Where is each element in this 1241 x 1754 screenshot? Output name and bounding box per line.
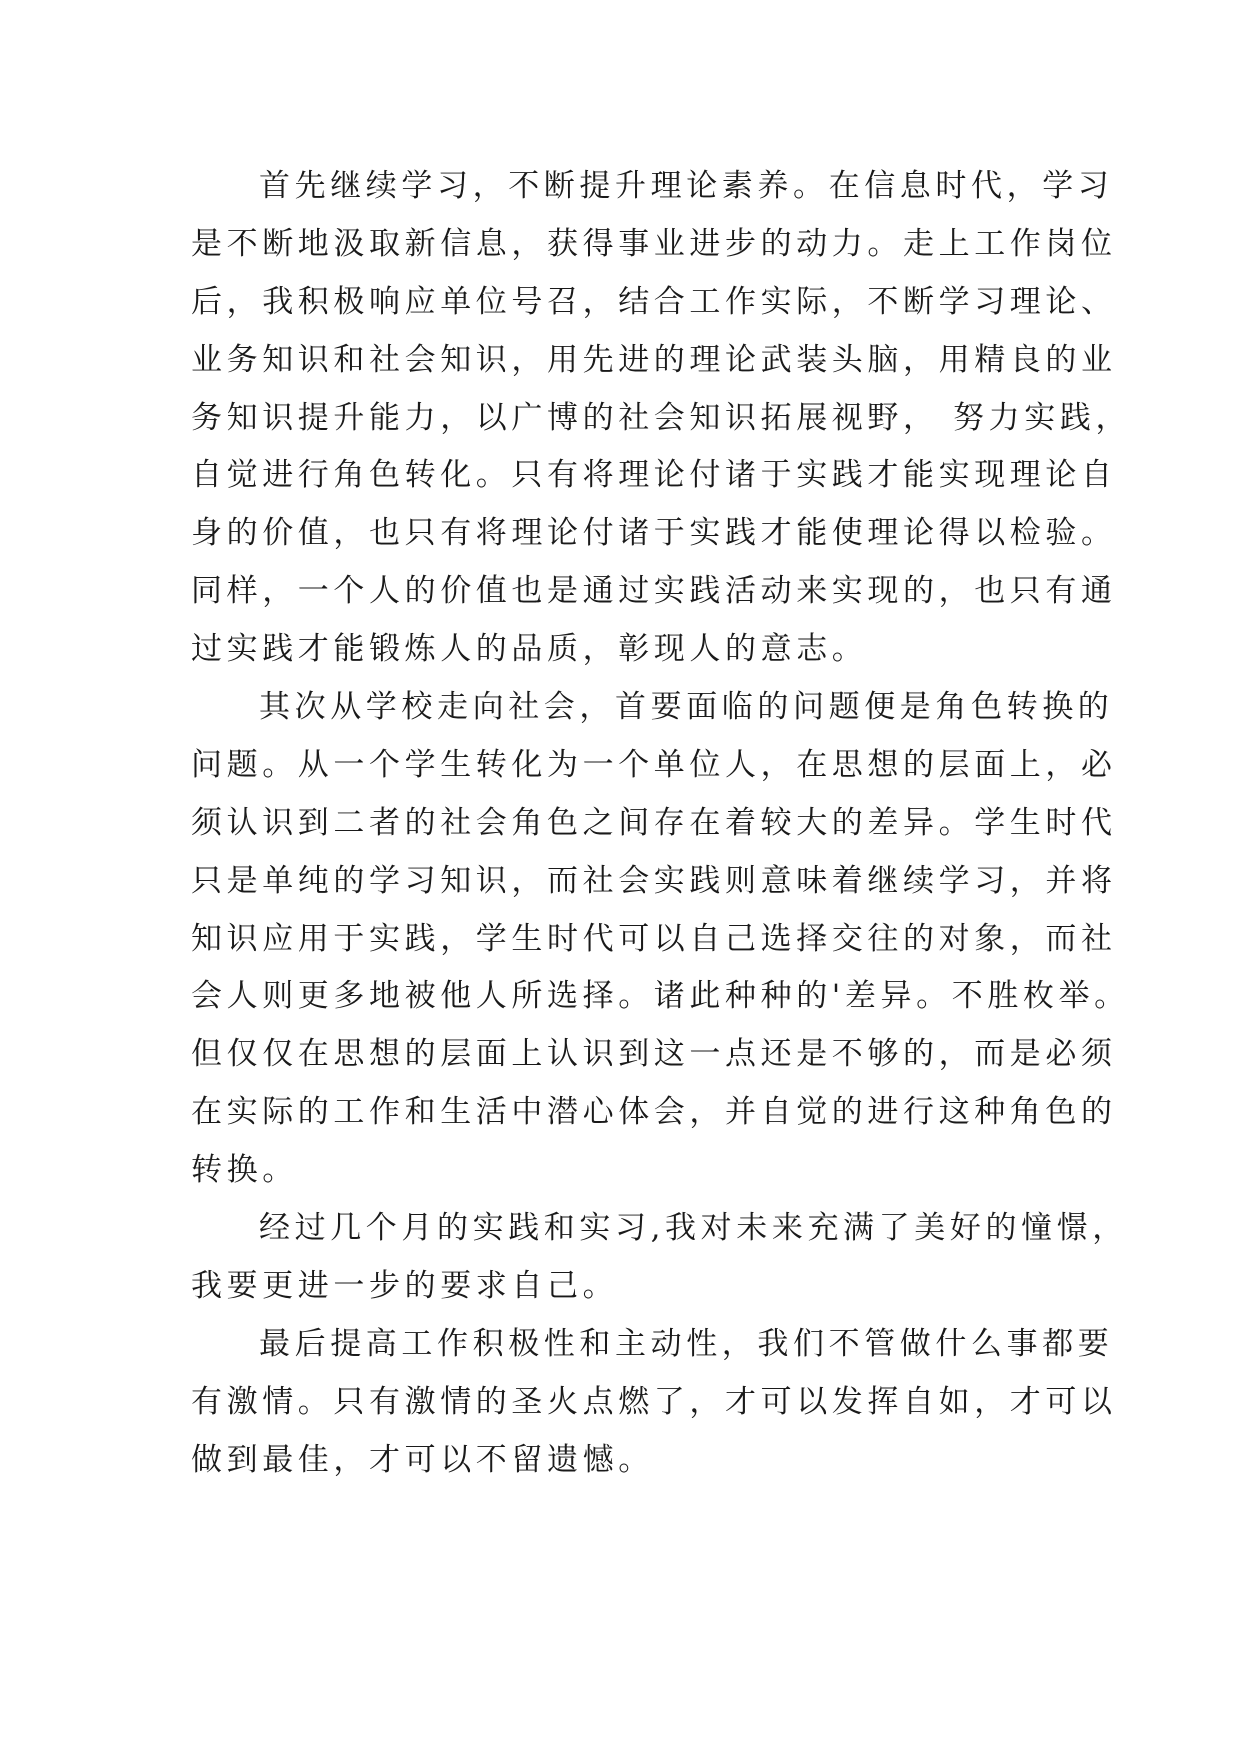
- paragraph: [191, 158, 1132, 679]
- text-line: 会人则更多地被他人所选择。诸此种种的'差异。不胜枚举。: [191, 978, 1130, 1015]
- body-text: [191, 158, 1132, 1489]
- text-line: 务知识提升能力，以广博的社会知识拓展视野， 努力实践，: [191, 399, 1132, 436]
- text-line: 问题。从一个学生转化为一个单位人，在思想的层面上，必: [191, 746, 1117, 783]
- text-line: 同样，一个人的价值也是通过实践活动来实现的，也只有通: [191, 573, 1117, 610]
- paragraph: [191, 1316, 1117, 1490]
- text-line: 身的价值，也只有将理论付诸于实践才能使理论得以检验。: [191, 515, 1117, 552]
- text-line: 首先继续学习，不断提升理论素养。在信息时代，学习: [259, 168, 1114, 204]
- text-line: 其次从学校走向社会，首要面临的问题便是角色转换的: [259, 689, 1114, 726]
- text-line: 有激情。只有激情的圣火点燃了，才可以发挥自如，才可以: [191, 1383, 1117, 1420]
- text-line: 我要更进一步的要求自己。: [191, 1267, 619, 1304]
- text-line: 做到最佳，才可以不留遗憾。: [191, 1441, 654, 1478]
- text-line: 但仅仅在思想的层面上认识到这一点还是不够的，而是必须: [191, 1036, 1117, 1073]
- text-line: 在实际的工作和生活中潜心体会，并自觉的进行这种角色的: [191, 1094, 1117, 1131]
- text-line: 转换。: [191, 1152, 298, 1189]
- paragraph: [191, 1200, 1128, 1316]
- text-line: 过实践才能锻炼人的品质，彰现人的意志。: [191, 631, 868, 668]
- text-line: 只是单纯的学习知识，而社会实践则意味着继续学习，并将: [191, 862, 1117, 899]
- text-line: 自觉进行角色转化。只有将理论付诸于实践才能实现理论自: [191, 457, 1117, 494]
- text-line: 知识应用于实践，学生时代可以自己选择交往的对象，而社: [191, 920, 1117, 957]
- text-line: 经过几个月的实践和实习,我对未来充满了美好的憧憬，: [259, 1210, 1128, 1247]
- text-line: 是不断地汲取新信息，获得事业进步的动力。走上工作岗位: [191, 225, 1117, 262]
- text-line: 最后提高工作积极性和主动性，我们不管做什么事都要: [259, 1325, 1114, 1362]
- paragraph: [191, 679, 1130, 1200]
- text-line: 业务知识和社会知识，用先进的理论武装头脑，用精良的业: [191, 341, 1117, 378]
- text-line: 须认识到二者的社会角色之间存在着较大的差异。学生时代: [191, 804, 1117, 841]
- text-line: 后，我积极响应单位号召，结合工作实际，不断学习理论、: [191, 283, 1117, 320]
